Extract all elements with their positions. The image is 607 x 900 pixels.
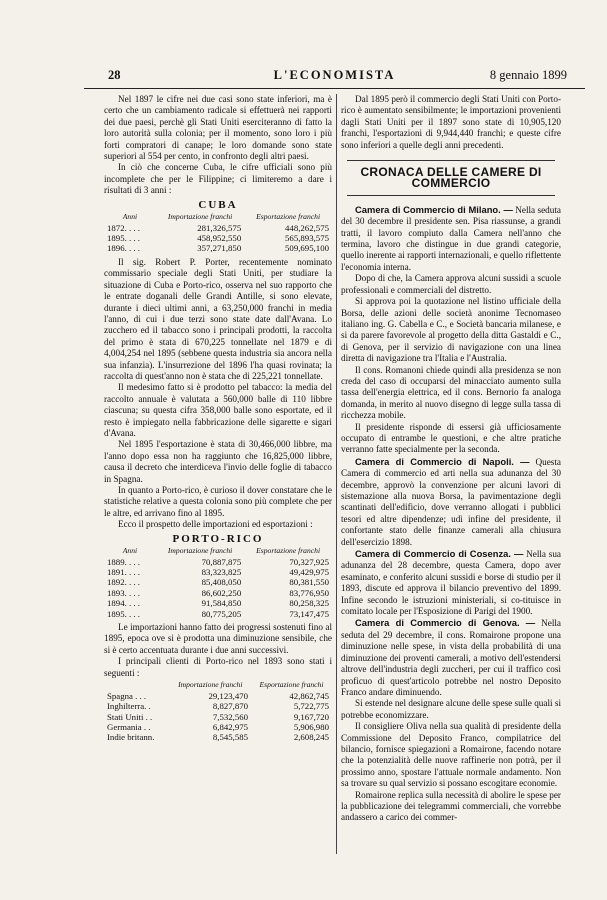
table-cell: 80,381,550	[289, 577, 329, 588]
table-cell: 42,862,745	[289, 690, 329, 701]
table-cell: 8,827,870	[212, 701, 249, 712]
paragraph: Le importazioni hanno fatto dei progressi sostenuti fino al 1895, epoca ove si è prodotta una diminuzione sensibile, che si è certo accentuata durante i due anni successivi.	[104, 622, 332, 655]
table-row	[104, 588, 332, 598]
table-row	[104, 712, 332, 722]
table-header-row	[104, 546, 332, 557]
column-header: Esportazione franchi	[256, 546, 321, 556]
paragraph: Il sig. Robert P. Porter, recentemente nominato commissario speciale degli Stati Uniti, per studiare la situazione di Cuba e Porto-rico, osserva nel suo rapporto che le entrate doganali delle Grandi Antille, si sono elevate, durante i dieci ultimi anni, a 63,250,000 franchi in media l'anno, di cui i due terzi sono state date dall'Avana. Lo zucchero ed il tabacco sono i principali prodotti, la raccolta del primo è stata di 670,225 tonnellate nel 1879 e di 4,004,254 nel 1895 (sebbene questa industria sia ancora nella sua infanzia). L'insurrezione del 1896 l'ha quasi rovinata; la raccolta di quest'anno non è stata che di 225,221 tonnellate.	[104, 256, 332, 381]
table-row	[104, 722, 332, 732]
paragraph: I principali clienti di Porto-rico nel 1893 sono stati i seguenti :	[104, 656, 332, 678]
genova-heading: Camera di Commercio di Genova. —	[355, 617, 536, 629]
paragraph: Romairone replica sulla necessità di abolire le spese per la pubblicazione dei telegrammi commerciali, che vorrebbe andassero a carico dei commer-	[341, 789, 561, 823]
table-row	[104, 557, 332, 567]
paragraph: Si estende nel designare alcune delle spese sulle quali si potrebbe economizzare.	[341, 698, 561, 720]
issue-date: 8 gennaio 1899	[489, 68, 567, 82]
table-cell: 91,584,850	[201, 598, 242, 609]
paragraph: Dal 1895 però il commercio degli Stati Uniti con Porto-rico è aumentato sensibilmente; le importazioni provenienti dagli Stati Uniti per il 1897 sono state di 10,905,120 franchi, l'esportazioni di 9,944,440 franchi; e queste cifre sono inferiori a quelle degli anni precedenti.	[341, 94, 561, 150]
column-header: Importazione franchi	[167, 212, 233, 222]
table-cell: 458,952,550	[197, 233, 242, 244]
table-cell: 1892. . . .	[107, 577, 140, 588]
paragraph: Il consigliere Oliva nella sua qualità di presidente della Commissione del Deposito Franco, compilatrice del bilancio, fornisce spiegazioni a Romairone, facendo notare che la potenzialità delle nuove raffinerie non potrà, per il prossimo anno, spostare l'attuale normale andamento. Non sa trovare su qual servizio si possano escogitare economie.	[341, 721, 561, 789]
column-header: Esportazione franchi	[259, 680, 324, 690]
paragraph-text: Nella seduta del 30 decembre il presidente sen. Pisa riassunse, a grandi tratti, il lavoro compiuto dalla Camera nell'anno che termina, lavoro che distingue in due grandi categorie, quello inerente ai rapporti internazionali, e quello riflettente l'economia interna.	[341, 204, 561, 272]
table-cell: 1895. . . .	[107, 233, 140, 244]
paragraph	[341, 204, 561, 273]
column-header: Anni	[122, 212, 138, 222]
table-cell: 80,775,205	[201, 608, 242, 619]
table-header-row	[104, 680, 332, 691]
cosenza-heading: Camera di Commercio di Cosenza. —	[355, 548, 524, 560]
paragraph: Dopo di che, la Camera approva alcuni sussidi a scuole professionali e commerciali del distretto.	[341, 273, 561, 295]
right-column	[341, 94, 561, 824]
table-cell: Stati Uniti . .	[107, 711, 153, 722]
cuba-table-title: CUBA	[198, 198, 238, 211]
table-cell: 1889. . . .	[107, 556, 140, 567]
table-cell: 6,842,975	[212, 721, 249, 732]
paragraph	[341, 617, 561, 698]
section-heading	[341, 160, 561, 196]
table-cell: Spagna . . .	[107, 690, 147, 701]
paragraph: In ciò che concerne Cuba, le cifre ufficiali sono più incomplete che per le Filippine; ci limiteremo a dare i risultati di 3 anni :	[104, 162, 332, 196]
table-cell: 86,602,250	[201, 587, 242, 598]
table-cell: 1893. . . .	[107, 587, 140, 598]
porto-rico-table	[104, 546, 332, 619]
table-row	[104, 701, 332, 711]
paragraph: Si approva poi la quotazione nel listino ufficiale della Borsa, delle azioni delle società anonime Tecnomaseo italiano ing. G. Cabella e C., e Società bancaria milanese, e si da parere favorevole al progetto della ditta Gastaldi e C., di Genova, per il servizio di navigazione con una linea diretta di navigazione tra l'Italia e l'Australia.	[341, 296, 561, 364]
header-rule	[84, 88, 585, 89]
left-column	[104, 94, 332, 746]
table-row	[104, 233, 332, 243]
section-title: CRONACA DELLE CAMERE DI COMMERCIO	[360, 165, 542, 191]
table-cell: 70,327,925	[289, 556, 329, 567]
page-header	[84, 64, 585, 86]
table-row	[104, 243, 332, 253]
paragraph	[341, 456, 561, 548]
table-cell: 357,271,850	[197, 243, 242, 254]
table-cell: 1891. . . .	[107, 567, 140, 578]
paragraph-text: Questa Camera di commercio ed arti nella sua adunanza del 30 decembre, approvò la convenzione per alcuni lavori di sistemazione alla nuova Borsa, la pavimentazione degli scantinati dell'edificio, dove verranno allogati i pubblici tesori ed altre dipendenze; udì infine del presidente, il confortante stato delle finanze camerali alla chiusura dell'esercizio 1898.	[341, 456, 561, 547]
table-cell: 7,532,560	[212, 711, 249, 722]
paragraph	[341, 548, 561, 617]
column-header: Esportazione franchi	[256, 212, 321, 222]
table-row	[104, 732, 332, 742]
table-cell: 83,323,825	[201, 567, 242, 578]
table-cell: 70,887,875	[201, 556, 242, 567]
table-cell: Inghilterra. .	[107, 701, 151, 712]
table-cell: Germania . .	[107, 721, 151, 732]
table-cell: 5,722,775	[293, 701, 329, 712]
table-cell: 565,893,575	[285, 233, 329, 244]
table-cell: 281,326,575	[197, 222, 242, 233]
table-cell: 83,776,950	[289, 587, 329, 598]
napoli-heading: Camera di Commercio di Napoli. —	[355, 455, 530, 467]
paragraph-text: Nella sua adunanza del 28 decembre, questa Camera, dopo aver esaminato, e conferito alcuni sussidi e borse di studio per il 1893, discute ed approva il bilancio preventivo del 1899. Infine secondo le istruzioni ministeriali, si co-tituisce in comitato locale per l'Esposizione di Parigi del 1900.	[341, 549, 561, 617]
column-header: Importazione franchi	[178, 680, 243, 690]
journal-title: L'ECONOMISTA	[273, 68, 396, 82]
table-cell: 73,147,475	[289, 608, 329, 619]
table-cell: 9,167,720	[293, 711, 329, 722]
table-cell: 29,123,470	[208, 690, 249, 701]
table-cell: 5,906,980	[293, 721, 329, 732]
table-cell: 49,429,975	[289, 567, 329, 578]
paragraph: Il presidente risponde di essersi già ufficiosamente occupato di entrambe le questioni, e che altre pratiche verranno fatte specialmente per la seconda.	[341, 421, 561, 455]
table-cell: 509,695,100	[285, 243, 329, 254]
column-divider	[336, 94, 337, 854]
clients-table	[104, 680, 332, 743]
table-cell: 85,408,050	[201, 577, 242, 588]
table-cell: 1872. . . .	[107, 222, 140, 233]
table-header-row	[104, 212, 332, 223]
page-number: 28	[108, 68, 121, 82]
table-row	[104, 691, 332, 701]
table-cell: 80,258,325	[289, 598, 329, 609]
section-rule	[347, 195, 555, 196]
table-row	[104, 223, 332, 233]
paragraph: Nel 1897 le cifre nei due casi sono state inferiori, ma è certo che un cambiamento radicale si effettuerà nei rapporti dei due paesi, perchè gli Stati Uniti eserciteranno di fatto la loro autorità sulla colonia; per il momento, sono loro i più forti compratori di canape; le loro domande sono state superiori al 554 per cento, in confronto degli altri paesi.	[104, 94, 332, 162]
table-cell: 1894. . . .	[107, 598, 140, 609]
table-cell: 448,262,575	[285, 222, 329, 233]
column-header: Importazione franchi	[167, 546, 233, 556]
table-cell: 1895. . . .	[107, 608, 140, 619]
paragraph: Il cons. Romanoni chiede quindi alla presidenza se non creda del caso di occuparsi del minacciato aumento sulla tassa dell'energia elettrica, ed il cons. Bernorio fa analoga domanda, in merito al nuovo disegno di legge sulla tassa di ricchezza mobile.	[341, 364, 561, 421]
column-header: Anni	[122, 546, 138, 556]
table-row	[104, 567, 332, 577]
porto-rico-table-title: PORTO-RICO	[172, 532, 264, 545]
paragraph: In quanto a Porto-rico, è curioso il dover constatare che le statistiche relative a questa colonia sono più complete che per le altre, ed arrivano fino al 1895.	[104, 485, 332, 518]
table-cell: 2,608,245	[293, 732, 329, 743]
cuba-table	[104, 212, 332, 254]
milano-heading: Camera di Commercio di Milano. —	[355, 203, 513, 215]
paragraph: Il medesimo fatto si è prodotto pel tabacco: la media del raccolto annuale è valutata a 560,000 balle di 110 libbre ciascuna; su questa cifra 358,000 balle sono esportate, ed il resto è impiegato nella fabbricazione delle sigarette e sigari d'Avana.	[104, 382, 332, 438]
table-row	[104, 609, 332, 619]
paragraph: Nel 1895 l'esportazione è stata di 30,466,000 libbre, ma l'anno dopo essa non ha raggiunto che 16,825,000 libbre, causa il decreto che interdiceva l'invio delle foglie di tabacco in Spagna.	[104, 439, 332, 484]
paragraph: Ecco il prospetto delle importazioni ed esportazioni :	[118, 519, 313, 530]
section-rule	[347, 160, 555, 161]
column-header	[104, 680, 170, 691]
paragraph-text: Nella seduta del 29 decembre, il cons. Romairone propone una diminuzione nelle spese, in vista della probabilità di una diminuzione dei proventi camerali, a motivo dell'estendersi altrove dell'industria degli zuccheri, per cui il traffico così proficuo di quest'articolo potrebbe nel nostro Deposito Franco andare diminuendo.	[341, 618, 562, 697]
table-cell: 8,545,585	[212, 732, 249, 743]
table-row	[104, 577, 332, 587]
table-cell: Indie britann.	[107, 732, 155, 743]
table-cell: 1896. . . .	[107, 243, 140, 254]
table-row	[104, 598, 332, 608]
